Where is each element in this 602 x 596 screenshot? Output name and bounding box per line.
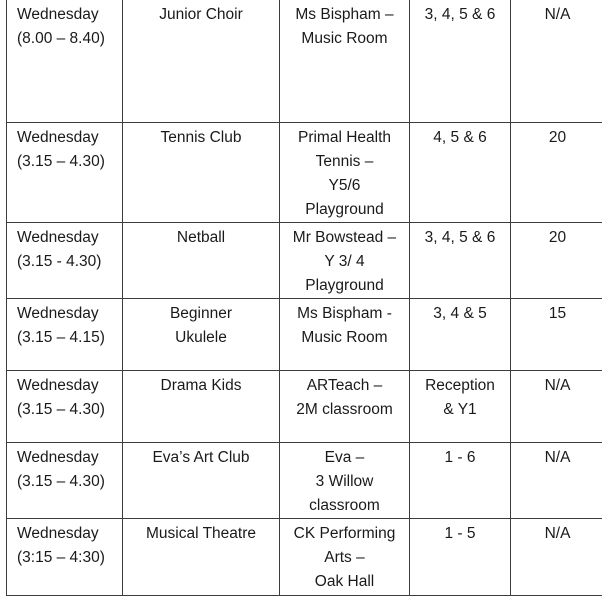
location-line: Playground (282, 274, 407, 298)
day-line: (3.15 – 4.30) (17, 470, 120, 494)
day-line: Wednesday (17, 446, 120, 470)
club-name-line: Beginner (125, 302, 277, 326)
location-line: Music Room (282, 27, 407, 51)
day-cell (7, 371, 123, 443)
year-groups-line: Reception (412, 374, 508, 398)
club-cell (123, 0, 280, 123)
table-row (7, 123, 602, 223)
places-value: 20 (513, 226, 602, 250)
year-groups-cell (410, 371, 511, 443)
places-value: N/A (513, 374, 602, 398)
table-row (7, 299, 602, 371)
table-row (7, 0, 602, 123)
places-cell (511, 123, 602, 223)
location-line: Primal Health (282, 126, 407, 150)
year-groups-line: & Y1 (412, 398, 508, 422)
location-cell (280, 371, 410, 443)
clubs-table (6, 0, 602, 596)
location-line: classroom (282, 494, 407, 518)
club-name-line: Drama Kids (125, 374, 277, 398)
day-line: (3.15 – 4.30) (17, 398, 120, 422)
table-row (7, 443, 602, 519)
places-cell (511, 299, 602, 371)
places-value: 15 (513, 302, 602, 326)
day-line: Wednesday (17, 522, 120, 546)
year-groups-line: 4, 5 & 6 (412, 126, 508, 150)
year-groups-cell (410, 123, 511, 223)
location-cell (280, 223, 410, 299)
day-line: Wednesday (17, 302, 120, 326)
location-line: Eva – (282, 446, 407, 470)
year-groups-line: 3, 4, 5 & 6 (412, 226, 508, 250)
places-cell (511, 223, 602, 299)
location-line: Music Room (282, 326, 407, 350)
location-line: Oak Hall (282, 570, 407, 594)
club-name-line: Netball (125, 226, 277, 250)
year-groups-line: 1 - 6 (412, 446, 508, 470)
location-line: ARTeach – (282, 374, 407, 398)
location-line: Mr Bowstead – (282, 226, 407, 250)
location-line: Playground (282, 198, 407, 222)
location-line: Arts – (282, 546, 407, 570)
location-cell (280, 443, 410, 519)
places-value: N/A (513, 3, 602, 27)
day-line: (3.15 – 4.15) (17, 326, 120, 350)
location-line: Y5/6 (282, 174, 407, 198)
table-row (7, 223, 602, 299)
year-groups-line: 1 - 5 (412, 522, 508, 546)
day-line: (3.15 - 4.30) (17, 250, 120, 274)
location-line: Ms Bispham - (282, 302, 407, 326)
year-groups-line: 3, 4 & 5 (412, 302, 508, 326)
club-cell (123, 123, 280, 223)
club-cell (123, 443, 280, 519)
club-cell (123, 371, 280, 443)
location-cell (280, 299, 410, 371)
day-cell (7, 223, 123, 299)
club-name-line: Ukulele (125, 326, 277, 350)
year-groups-cell (410, 223, 511, 299)
day-cell (7, 299, 123, 371)
day-cell (7, 123, 123, 223)
places-value: 20 (513, 126, 602, 150)
places-cell (511, 0, 602, 123)
day-line: (3:15 – 4:30) (17, 546, 120, 570)
club-cell (123, 223, 280, 299)
location-cell (280, 0, 410, 123)
day-cell (7, 443, 123, 519)
year-groups-cell (410, 299, 511, 371)
club-name-line: Musical Theatre (125, 522, 277, 546)
location-line: Tennis – (282, 150, 407, 174)
location-line: 2M classroom (282, 398, 407, 422)
places-cell (511, 443, 602, 519)
day-line: (3.15 – 4.30) (17, 150, 120, 174)
year-groups-cell (410, 443, 511, 519)
club-cell (123, 299, 280, 371)
day-line: Wednesday (17, 226, 120, 250)
day-line: Wednesday (17, 126, 120, 150)
location-line: Ms Bispham – (282, 3, 407, 27)
location-cell (280, 123, 410, 223)
year-groups-line: 3, 4, 5 & 6 (412, 3, 508, 27)
places-value: N/A (513, 446, 602, 470)
location-line: Y 3/ 4 (282, 250, 407, 274)
day-line: Wednesday (17, 374, 120, 398)
day-line: (8.00 – 8.40) (17, 27, 120, 51)
clubs-table-body (7, 0, 602, 596)
places-value: N/A (513, 522, 602, 546)
club-name-line: Tennis Club (125, 126, 277, 150)
location-line: CK Performing (282, 522, 407, 546)
club-name-line: Eva’s Art Club (125, 446, 277, 470)
club-name-line: Junior Choir (125, 3, 277, 27)
year-groups-cell (410, 0, 511, 123)
day-cell (7, 0, 123, 123)
location-line: 3 Willow (282, 470, 407, 494)
day-line: Wednesday (17, 3, 120, 27)
places-cell (511, 371, 602, 443)
table-row (7, 371, 602, 443)
